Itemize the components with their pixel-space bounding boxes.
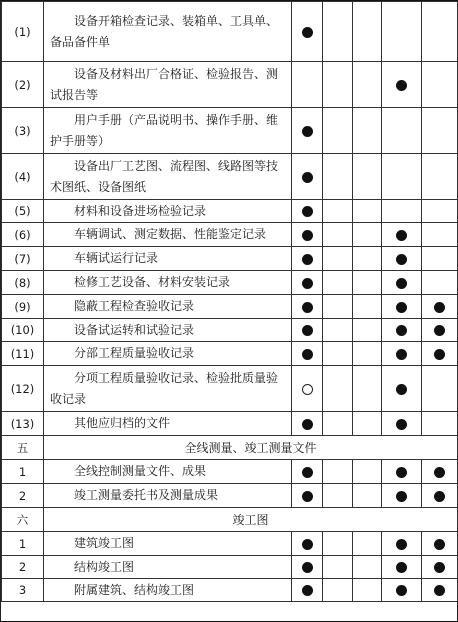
row-description-cell (44, 556, 292, 579)
mark-cell (422, 247, 458, 271)
table-row (2, 412, 458, 436)
mark-cell (323, 2, 353, 62)
mark-cell (353, 556, 382, 579)
row-description-cell (44, 223, 292, 247)
row-description: 竣工测量委托书及测量成果 (74, 488, 219, 502)
table-row (2, 532, 458, 556)
filled-circle-mark (302, 172, 313, 183)
table-row (2, 579, 458, 602)
section-number: 六 (2, 508, 44, 532)
row-description: 附属建筑、结构竣工图 (74, 582, 195, 597)
mark-cell (323, 342, 353, 366)
mark-cell (422, 412, 458, 436)
filled-circle-mark (302, 325, 313, 336)
row-number: (5) (2, 200, 44, 223)
row-description-cell (44, 108, 292, 154)
row-number: 3 (2, 579, 44, 602)
table-row (2, 556, 458, 579)
row-description: 建筑竣工图 (74, 536, 135, 550)
row-description-cell (44, 295, 292, 319)
mark-cell (323, 154, 353, 200)
table-row (2, 247, 458, 271)
row-description-cell (44, 271, 292, 295)
mark-cell (323, 579, 353, 602)
mark-cell (422, 108, 458, 154)
row-number: 1 (2, 532, 44, 556)
filled-circle-mark (434, 302, 445, 313)
mark-cell (323, 295, 353, 319)
mark-cell (353, 295, 382, 319)
mark-cell (382, 460, 422, 484)
row-number: (9) (2, 295, 44, 319)
mark-cell (382, 366, 422, 412)
row-description-cell (44, 154, 292, 200)
mark-cell (353, 342, 382, 366)
mark-cell (382, 532, 422, 556)
mark-cell (292, 62, 323, 108)
mark-cell (382, 342, 422, 366)
filled-circle-mark (434, 491, 445, 502)
filled-circle-mark (396, 491, 407, 502)
mark-cell (323, 62, 353, 108)
row-description-cell (44, 532, 292, 556)
mark-cell (382, 556, 422, 579)
mark-cell (382, 295, 422, 319)
row-description: 设备出厂工艺图、流程图、线路图等技术图纸、设备图纸 (50, 158, 279, 194)
filled-circle-mark (396, 349, 407, 360)
mark-cell (292, 108, 323, 154)
mark-cell (382, 579, 422, 602)
filled-circle-mark (396, 278, 407, 289)
mark-cell (422, 2, 458, 62)
table-row (2, 366, 458, 412)
mark-cell (382, 2, 422, 62)
mark-cell (422, 62, 458, 108)
row-description: 设备及材料出厂合格证、检验报告、测试报告等 (50, 66, 279, 102)
row-description-cell (44, 200, 292, 223)
mark-cell (292, 532, 323, 556)
mark-cell (292, 366, 323, 412)
filled-circle-mark (396, 419, 407, 430)
filled-circle-mark (434, 562, 445, 573)
filled-circle-mark (302, 230, 313, 241)
filled-circle-mark (396, 230, 407, 241)
filled-circle-mark (396, 325, 407, 336)
mark-cell (353, 484, 382, 508)
row-description-cell (44, 412, 292, 436)
mark-cell (323, 319, 353, 342)
row-number: (4) (2, 154, 44, 200)
table-row (2, 108, 458, 154)
mark-cell (292, 2, 323, 62)
row-description: 设备试运转和试验记录 (74, 322, 195, 337)
mark-cell (353, 532, 382, 556)
filled-circle-mark (434, 467, 445, 478)
mark-cell (353, 247, 382, 271)
section-header-row (2, 508, 458, 532)
filled-circle-mark (396, 254, 407, 265)
row-description-cell (44, 247, 292, 271)
row-description-cell (44, 319, 292, 342)
mark-cell (323, 532, 353, 556)
mark-cell (292, 484, 323, 508)
mark-cell (292, 412, 323, 436)
filled-circle-mark (302, 278, 313, 289)
row-number: 1 (2, 460, 44, 484)
row-number: (6) (2, 223, 44, 247)
row-description: 分部工程质量验收记录 (74, 346, 195, 360)
mark-cell (382, 200, 422, 223)
mark-cell (292, 579, 323, 602)
mark-cell (382, 271, 422, 295)
mark-cell (422, 342, 458, 366)
row-number: (8) (2, 271, 44, 295)
mark-cell (422, 223, 458, 247)
mark-cell (422, 556, 458, 579)
row-number: (11) (2, 342, 44, 366)
mark-cell (382, 412, 422, 436)
mark-cell (292, 271, 323, 295)
table-row (2, 200, 458, 223)
mark-cell (422, 200, 458, 223)
mark-cell (382, 484, 422, 508)
mark-cell (323, 460, 353, 484)
filled-circle-mark (396, 585, 407, 596)
row-number: 2 (2, 556, 44, 579)
mark-cell (382, 154, 422, 200)
mark-cell (422, 366, 458, 412)
row-number: (7) (2, 247, 44, 271)
row-description: 全线控制测量文件、成果 (74, 464, 207, 478)
row-description-cell (44, 579, 292, 602)
mark-cell (323, 412, 353, 436)
filled-circle-mark (302, 254, 313, 265)
row-description: 检修工艺设备、材料安装记录 (74, 275, 231, 289)
row-number: (1) (2, 2, 44, 62)
filled-circle-mark (302, 27, 313, 38)
row-description-cell (44, 2, 292, 62)
filled-circle-mark (302, 467, 313, 478)
row-description: 分项工程质量验收记录、检验批质量验收记录 (50, 370, 279, 406)
table-row (2, 484, 458, 508)
mark-cell (292, 460, 323, 484)
mark-cell (382, 62, 422, 108)
filled-circle-mark (396, 80, 407, 91)
mark-cell (353, 154, 382, 200)
row-description: 用户手册（产品说明书、操作手册、维护手册等） (50, 112, 279, 148)
mark-cell (292, 154, 323, 200)
mark-cell (323, 200, 353, 223)
row-description: 其他应归档的文件 (74, 416, 171, 430)
row-description-cell (44, 62, 292, 108)
mark-cell (353, 200, 382, 223)
row-description: 结构竣工图 (74, 559, 135, 574)
mark-cell (292, 200, 323, 223)
mark-cell (292, 295, 323, 319)
filled-circle-mark (396, 562, 407, 573)
filled-circle-mark (302, 126, 313, 137)
mark-cell (323, 484, 353, 508)
mark-cell (353, 108, 382, 154)
row-description: 车辆试运行记录 (74, 251, 159, 265)
mark-cell (292, 556, 323, 579)
mark-cell (353, 460, 382, 484)
mark-cell (422, 154, 458, 200)
row-number: (2) (2, 62, 44, 108)
mark-cell (422, 271, 458, 295)
table-row (2, 62, 458, 108)
mark-cell (422, 319, 458, 342)
mark-cell (422, 484, 458, 508)
mark-cell (422, 295, 458, 319)
filled-circle-mark (434, 585, 445, 596)
mark-cell (353, 271, 382, 295)
filled-circle-mark (302, 539, 313, 550)
filled-circle-mark (396, 302, 407, 313)
mark-cell (323, 366, 353, 412)
mark-cell (353, 62, 382, 108)
table-row (2, 154, 458, 200)
mark-cell (353, 366, 382, 412)
table-row (2, 271, 458, 295)
row-number: (13) (2, 412, 44, 436)
mark-cell (323, 108, 353, 154)
mark-cell (292, 223, 323, 247)
row-number: (12) (2, 366, 44, 412)
table-row (2, 2, 458, 62)
mark-cell (382, 108, 422, 154)
mark-cell (292, 319, 323, 342)
mark-cell (422, 579, 458, 602)
filled-circle-mark (302, 419, 313, 430)
row-description-cell (44, 484, 292, 508)
mark-cell (353, 319, 382, 342)
mark-cell (292, 342, 323, 366)
filled-circle-mark (302, 349, 313, 360)
row-number: 2 (2, 484, 44, 508)
filled-circle-mark (434, 349, 445, 360)
filled-circle-mark (302, 562, 313, 573)
filled-circle-mark (302, 585, 313, 596)
section-title: 竣工图 (44, 508, 458, 532)
mark-cell (353, 2, 382, 62)
row-description-cell (44, 366, 292, 412)
table-row (2, 460, 458, 484)
table-row (2, 223, 458, 247)
mark-cell (353, 412, 382, 436)
filled-circle-mark (396, 384, 407, 395)
row-description-cell (44, 342, 292, 366)
mark-cell (422, 460, 458, 484)
filled-circle-mark (396, 467, 407, 478)
mark-cell (323, 247, 353, 271)
mark-cell (323, 556, 353, 579)
row-description: 设备开箱检查记录、装箱单、工具单、备品备件单 (50, 13, 279, 49)
filled-circle-mark (302, 302, 313, 313)
mark-cell (353, 579, 382, 602)
row-description: 车辆调试、测定数据、性能鉴定记录 (74, 227, 267, 241)
table-row (2, 295, 458, 319)
section-header-row (2, 436, 458, 460)
section-number: 五 (2, 436, 44, 460)
hollow-circle-mark (302, 384, 313, 395)
archive-table (1, 1, 458, 602)
mark-cell (422, 532, 458, 556)
filled-circle-mark (434, 325, 445, 336)
mark-cell (323, 271, 353, 295)
filled-circle-mark (302, 491, 313, 502)
table-row (2, 342, 458, 366)
filled-circle-mark (396, 539, 407, 550)
mark-cell (353, 223, 382, 247)
row-number: (10) (2, 319, 44, 342)
section-title: 全线测量、竣工测量文件 (44, 436, 458, 460)
row-description: 材料和设备进场检验记录 (74, 203, 207, 218)
mark-cell (292, 247, 323, 271)
row-description: 隐蔽工程检查验收记录 (74, 299, 195, 313)
mark-cell (382, 319, 422, 342)
row-description-cell (44, 460, 292, 484)
mark-cell (382, 247, 422, 271)
mark-cell (382, 223, 422, 247)
table-row (2, 319, 458, 342)
filled-circle-mark (302, 206, 313, 217)
row-number: (3) (2, 108, 44, 154)
filled-circle-mark (434, 539, 445, 550)
mark-cell (323, 223, 353, 247)
